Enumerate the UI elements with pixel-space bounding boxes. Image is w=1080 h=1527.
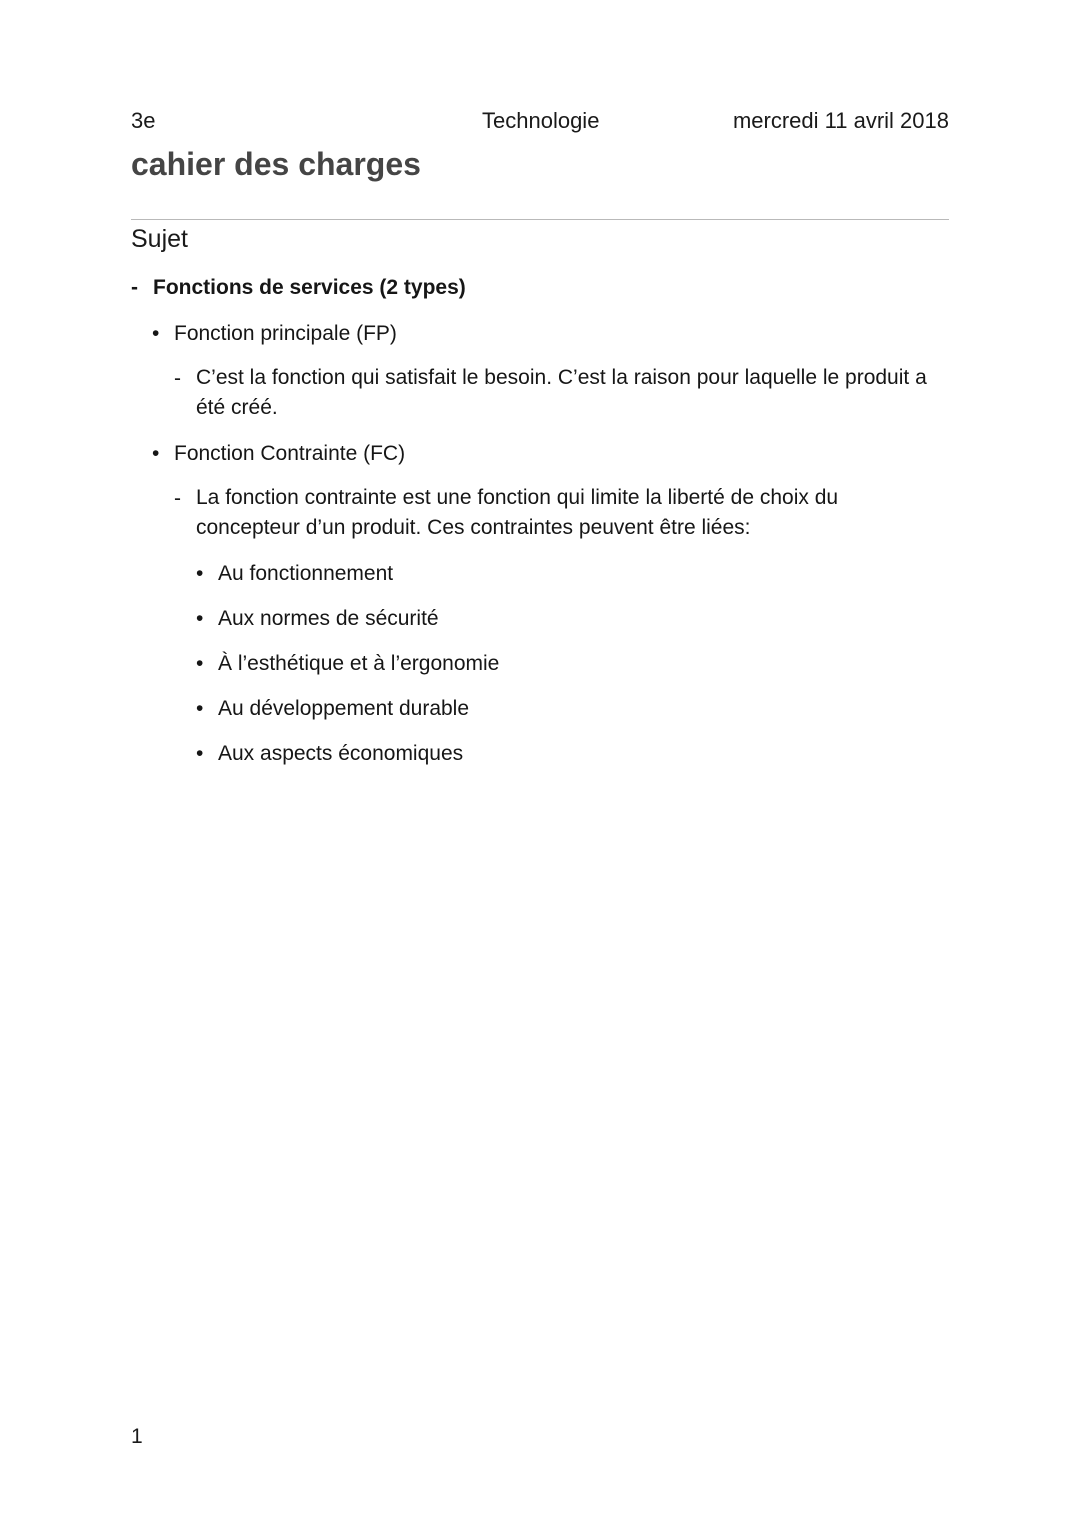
dot-bullet-icon: • — [196, 562, 204, 585]
list-item: Au développement durable — [218, 697, 470, 720]
dot-bullet-icon: • — [196, 652, 204, 675]
fc-description: La fonction contrainte est une fonction qui limite la liberté de choix du concepteur d’un produit. Ces contraintes peuvent être liées: — [196, 486, 839, 539]
title-divider — [131, 219, 949, 220]
list-item: À l’esthétique et à l’ergonomie — [218, 652, 500, 675]
list-item: Aux aspects économiques — [218, 742, 464, 765]
page-number: 1 — [131, 1425, 143, 1448]
section-heading: Sujet — [131, 225, 188, 253]
page-title: cahier des charges — [131, 146, 421, 182]
list-heading: Fonctions de services (2 types) — [153, 276, 466, 299]
dash-bullet-icon: - — [174, 487, 181, 510]
dot-bullet-icon: • — [196, 697, 204, 720]
dot-bullet-icon: • — [152, 322, 160, 345]
dot-bullet-icon: • — [196, 607, 204, 630]
fp-description: C’est la fonction qui satisfait le besoin. C’est la raison pour laquelle le produit a été créé. — [196, 366, 927, 419]
dash-bullet-icon: - — [131, 276, 138, 299]
dash-bullet-icon: - — [174, 367, 181, 390]
header-subject: Technologie — [482, 108, 600, 133]
list-item-fc: Fonction Contrainte (FC) — [174, 442, 406, 465]
dot-bullet-icon: • — [152, 442, 160, 465]
list-item: Aux normes de sécurité — [218, 607, 439, 630]
list-item: Au fonctionnement — [218, 562, 394, 585]
dot-bullet-icon: • — [196, 742, 204, 765]
list-item-fp: Fonction principale (FP) — [174, 322, 397, 345]
header-class: 3e — [131, 108, 156, 133]
header-date: mercredi 11 avril 2018 — [732, 108, 949, 133]
